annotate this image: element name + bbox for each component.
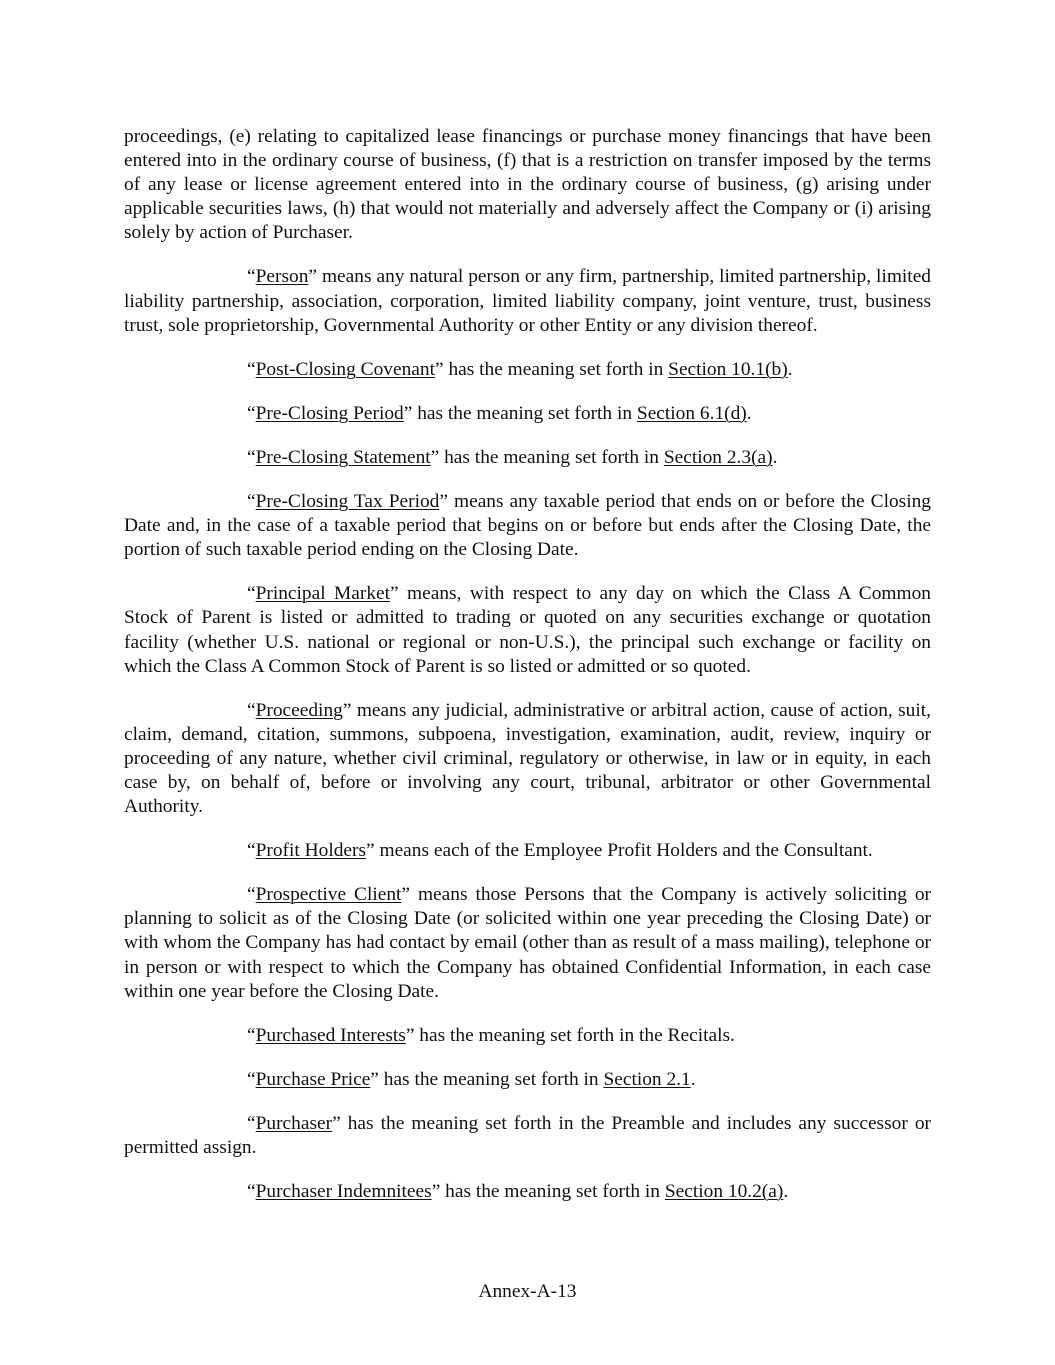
section-reference: Section 10.1(b) (668, 358, 788, 380)
open-quote: “ (247, 1068, 256, 1090)
definition-text: ” has the meaning set forth in the Recitals. (405, 1024, 735, 1046)
section-reference: Section 6.1(d) (636, 402, 747, 424)
intro-paragraph: proceedings, (e) relating to capitalized lease financings or purchase money financings that have been entered into in the ordinary course of business, (f) that is a restriction on transfer imposed by the terms of any lease or license agreement entered into in the ordinary course of business, (g) arising under applicable securities laws, (h) that would not materially and adversely affect the Company or (i) arising solely by action of Purchaser. (124, 126, 931, 244)
open-quote: “ (247, 1112, 256, 1134)
definition-text: ” has the meaning set forth in (403, 402, 637, 424)
section-reference: Section 2.1 (603, 1068, 691, 1090)
page-footer: Annex-A-13 (478, 1281, 577, 1302)
defined-term: Purchase Price (255, 1068, 371, 1090)
definition-paragraph (124, 490, 931, 562)
defined-term: Profit Holders (255, 840, 367, 862)
defined-term: Post-Closing Covenant (255, 358, 435, 380)
open-quote: “ (247, 699, 256, 721)
definition-text: ” means those Persons that the Company is actively soliciting or planning to solicit as of the Closing Date (or solicited within one year preceding the Closing Date) or with whom the Company has had contact by email (other than as result of a mass mailing), telephone or in person or with respect to which the Company has obtained Confidential Information, in each case within one year before the Closing Date. (124, 884, 932, 1002)
defined-term: Pre-Closing Period (255, 402, 404, 424)
definition-text: ” means any natural person or any firm, partnership, limited partnership, limited liability partnership, association, corporation, limited liability company, joint venture, trust, business trust, sole proprietorship, Governmental Authority or other Entity or any division thereof. (124, 266, 931, 336)
definition-text: ” means any taxable period that ends on or before the Closing Date and, in the case of a taxable period that begins on or before but ends after the Closing Date, the portion of such taxable period ending on the Closing Date. (124, 491, 931, 561)
section-reference: Section 2.3(a) (663, 446, 773, 468)
sentence-end: . (772, 446, 778, 468)
open-quote: “ (247, 583, 256, 605)
open-quote: “ (247, 402, 256, 424)
definition-paragraph (124, 402, 931, 426)
sentence-end: . (746, 402, 752, 424)
defined-term: Pre-Closing Statement (255, 446, 431, 468)
open-quote: “ (247, 446, 256, 468)
definition-paragraph (124, 839, 931, 863)
definition-text: ” means, with respect to any day on which the Class A Common Stock of Parent is listed or admitted to trading or quoted on any securities exchange or quotation facility (whether U.S. national or regional or non-U.S.), the principal such exchange or facility on which the Class A Common Stock of Parent is so listed or admitted or so quoted. (124, 583, 931, 677)
defined-term: Proceeding (255, 699, 343, 721)
defined-term: Prospective Client (255, 884, 402, 906)
open-quote: “ (247, 491, 256, 513)
open-quote: “ (247, 266, 256, 288)
sentence-end: . (690, 1068, 696, 1090)
definition-text: ” has the meaning set forth in (370, 1068, 604, 1090)
open-quote: “ (247, 840, 256, 862)
definition-text: ” has the meaning set forth in (434, 358, 669, 380)
open-quote: “ (247, 884, 256, 906)
sentence-end: . (783, 1181, 789, 1203)
definition-paragraph (124, 699, 931, 819)
open-quote: “ (247, 1181, 256, 1203)
definition-text: ” means each of the Employee Profit Holders and the Consultant. (366, 840, 873, 862)
section-reference: Section 10.2(a) (664, 1181, 784, 1203)
definition-paragraph (124, 1024, 931, 1048)
document-page (124, 125, 931, 1224)
definition-paragraph (124, 1068, 931, 1092)
definition-text: ” means any judicial, administrative or arbitral action, cause of action, suit, claim, demand, citation, summons, subpoena, investigation, examination, audit, review, inquiry or proceeding of any nature, whether civil criminal, regulatory or otherwise, in law or in equity, in each case by, on behalf of, before or involving any court, tribunal, arbitrator or other Governmental Authority. (124, 699, 931, 818)
definition-text: ” has the meaning set forth in the Preamble and includes any successor or permitted assign. (124, 1112, 931, 1158)
definition-text: ” has the meaning set forth in (430, 446, 664, 468)
defined-term: Purchaser Indemnitees (255, 1181, 432, 1203)
open-quote: “ (247, 358, 256, 380)
definition-text: ” has the meaning set forth in (431, 1181, 665, 1203)
definition-paragraph (124, 446, 931, 470)
definition-paragraph (124, 1112, 931, 1160)
open-quote: “ (247, 1024, 256, 1046)
definition-paragraph (124, 358, 931, 382)
defined-term: Person (255, 266, 309, 288)
defined-term: Pre-Closing Tax Period (255, 491, 440, 513)
definition-paragraph (124, 582, 931, 678)
definition-paragraph (124, 1180, 931, 1204)
definition-paragraph (124, 265, 931, 337)
defined-term: Purchaser (255, 1112, 333, 1134)
definition-paragraph (124, 883, 931, 1003)
defined-term: Principal Market (255, 583, 391, 605)
definitions-list (124, 265, 931, 1204)
sentence-end: . (787, 358, 793, 380)
defined-term: Purchased Interests (255, 1024, 406, 1046)
